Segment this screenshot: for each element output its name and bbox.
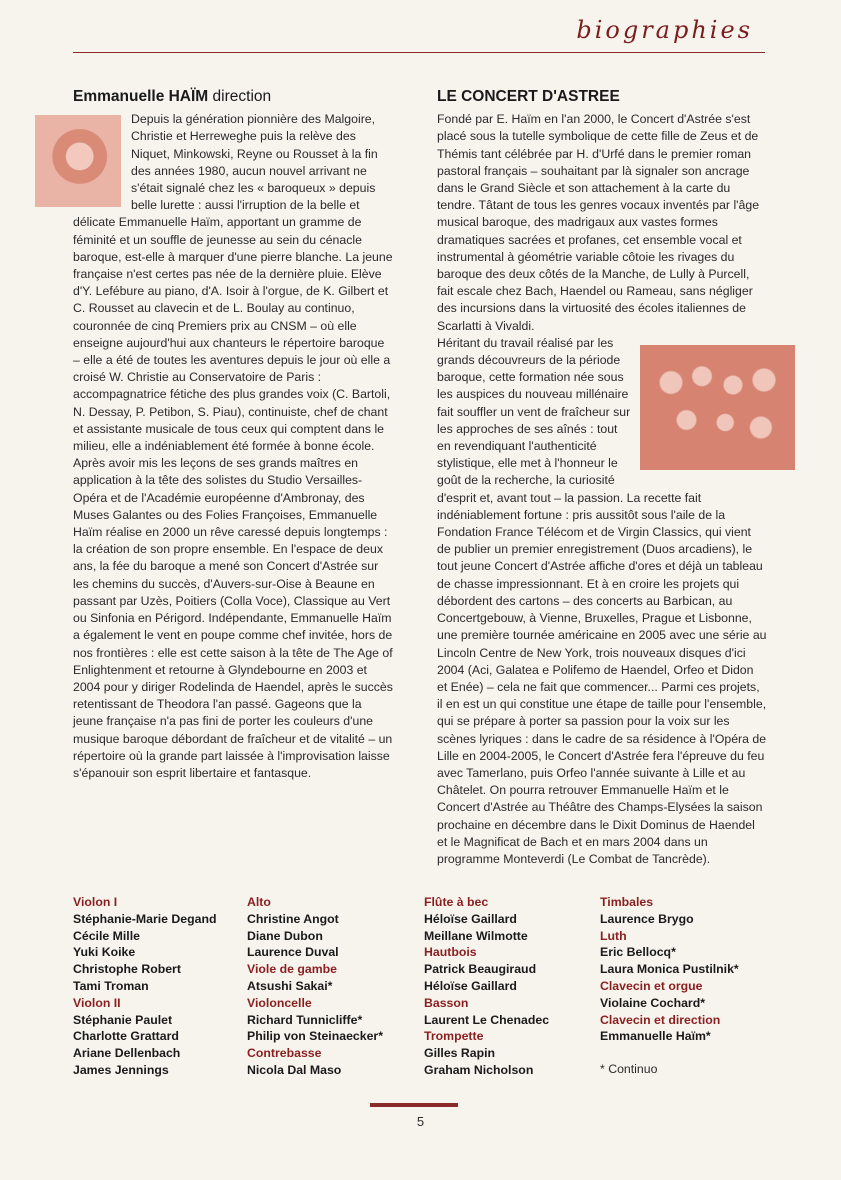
instrument-section-label: Viole de gambe bbox=[247, 962, 337, 977]
musician-name: Diane Dubon bbox=[247, 928, 323, 943]
section-header: biographies bbox=[576, 16, 753, 44]
musician-name: Christophe Robert bbox=[73, 962, 181, 977]
musician-name: Stéphanie Paulet bbox=[73, 1012, 173, 1027]
musician-name: Laura Monica Pustilnik* bbox=[600, 962, 739, 977]
musician-name: Emmanuelle Haïm* bbox=[600, 1029, 711, 1044]
instrument-section-label: Alto bbox=[247, 895, 271, 909]
musician-name: Laurence Duval bbox=[247, 945, 339, 960]
instrument-section-label: Violon II bbox=[73, 995, 121, 1010]
haim-portrait-photo bbox=[35, 115, 121, 207]
haim-bio-column bbox=[73, 88, 393, 782]
header-rule bbox=[73, 52, 765, 53]
roster-column-3 bbox=[424, 894, 594, 1079]
roster-column-1 bbox=[73, 894, 243, 1079]
musician-name: Laurent Le Chenadec bbox=[424, 1012, 550, 1027]
musician-name: Graham Nicholson bbox=[424, 1062, 534, 1077]
musician-name: Héloïse Gaillard bbox=[424, 911, 517, 926]
musician-name: Ariane Dellenbach bbox=[73, 1046, 181, 1061]
instrument-section-label: Basson bbox=[424, 995, 469, 1010]
musician-name: James Jennings bbox=[73, 1062, 169, 1077]
musician-name: Héloïse Gaillard bbox=[424, 978, 517, 993]
musician-name: Laurence Brygo bbox=[600, 911, 694, 926]
continuo-note: * Continuo bbox=[600, 1062, 658, 1077]
musician-name: Violaine Cochard* bbox=[600, 995, 706, 1010]
musician-name: Philip von Steinaecker* bbox=[247, 1029, 383, 1044]
musician-name: Richard Tunnicliffe* bbox=[247, 1012, 363, 1027]
page-number: 5 bbox=[416, 1114, 425, 1129]
concert-bio-column bbox=[437, 88, 767, 868]
instrument-section-label: Luth bbox=[600, 928, 627, 943]
roster-column-4 bbox=[600, 894, 780, 1078]
instrument-section-label: Contrebasse bbox=[247, 1046, 322, 1061]
haim-name: Emmanuelle HAÏM bbox=[73, 88, 209, 105]
haim-heading bbox=[73, 88, 393, 105]
musician-name: Patrick Beaugiraud bbox=[424, 962, 537, 977]
instrument-section-label: Hautbois bbox=[424, 945, 477, 960]
musician-name: Atsushi Sakai* bbox=[247, 978, 333, 993]
haim-role: direction bbox=[212, 88, 272, 105]
musician-name: Charlotte Grattard bbox=[73, 1029, 179, 1044]
instrument-section-label: Trompette bbox=[424, 1029, 484, 1044]
ensemble-group-photo bbox=[640, 345, 795, 470]
musician-name: Gilles Rapin bbox=[424, 1046, 496, 1061]
musician-name: Meillane Wilmotte bbox=[424, 928, 528, 943]
haim-bio-text: Depuis la génération pionnière des Malgoire, Christie et Herreweghe puis la relève des Niquet, Minkowski, Reyne ou Rousset à la fin des années 1980, aucun nouvel arrivant ne s'était signalé chez les « baroqueux » depuis belle lurette : aussi l'irruption de la belle et délicate Emmanuelle Haïm, apportant un gramme de féminité et un souffle de jeunesse au sein du cénacle baroque, est-elle à marquer d'une pierre blanche. La jeune française n'est certes pas née de la dernière pluie. Elève d'Y. Lefébure au piano, d'A. Isoir à l'orgue, de K. Gilbert et C. Rousset au clavecin et de L. Boulay au continuo, couronnée de cinq Premiers prix au CNSM – où elle enseigne aujourd'hui aux chanteurs le répertoire baroque – elle a été de toutes les aventures depuis le jour où elle a croisé W. Christie au Conservatoire de Paris : accompagnatrice fétiche des plus grandes voix (C. Bartoli, N. Dessay, P. Petibon, S. Piau), continuiste, chef de chant et assistante musicale de tous ceux qui comptent dans le milieu, elle a indéniablement été formée à bonne école. Après avoir mis les leçons de ses grands maîtres en application à la tête des solistes du Studio Versailles-Opéra et de l'Académie européenne d'Ambronay, des Muses Galantes ou des Folies Françoises, Emmanuelle Haïm réalise en 2000 un rêve caressé depuis longtemps : la création de son propre ensemble. En l'espace de deux ans, la fée du baroque a mené son Concert d'Astrée sur les chemins du succès, d'Auvers-sur-Oise à Beaune en passant par Uzès, Poitiers (Colla Voce), Classique au Vert ou Sinfonia en Périgord. Indépendante, Emmanuelle Haïm a également le vent en poupe comme chef invitée, hors de nos frontières : elle est cette saison à la tête de The Age of Enlightenment et retourne à Glyndebourne en 2003 et 2004 pour y diriger Rodelinda de Haendel, après le succès retentissant de Theodora l'an passé. Gageons que la jeune française n'a pas fini de porter les couleurs d'une musique baroque débordant de fraîcheur et de vitalité – un répertoire où la grande part laissée à l'improvisation laisse s'épanouir son esprit libertaire et fantasque. bbox=[73, 112, 393, 780]
instrument-section-label: Timbales bbox=[600, 895, 654, 909]
musician-name: Eric Bellocq* bbox=[600, 945, 676, 960]
musician-name: Tami Troman bbox=[73, 978, 149, 993]
concert-bio-text-1: Fondé par E. Haïm en l'an 2000, le Concert d'Astrée s'est placé sous la tutelle symbolique de cette fille de Zeus et de Thémis tant célébrée par H. d'Urfé dans le premier roman pastoral français – souhaitant par là signaler son ancrage dans le Grand Siècle et son attachement à la carte du tendre. Tâtant de tous les genres vocaux inventés par l'âge musical baroque, des madrigaux aux vastes formes dramatiques sacrées et profanes, cet ensemble vocal et instrumental à géométrie variable côtoie les rivages du baroque des deux côtés de la Manche, de Lully à Purcell, fait escale chez Bach, Haendel ou Rameau, sans négliger des incursions dans la virtuosité des écoles italiennes de Scarlatti à Vivaldi. bbox=[437, 112, 760, 333]
instrument-section-label: Clavecin et direction bbox=[600, 1012, 721, 1027]
musician-name: Nicola Dal Maso bbox=[247, 1062, 342, 1077]
concert-bio-text-2: Héritant du travail réalisé par les grands découvreurs de la période baroque, cette formation née sous les auspices du nouveau millénaire fait souffler un vent de fraîcheur sur les approches de ses aînés : tout en revendiquant l'authenticité stylistique, elle met à l'honneur le goût de la recherche, la curiosité d'esprit et, avant tout – la passion. La recette fait indéniablement fortune : pris aussitôt sous l'aile de la Fondation France Télécom et de Virgin Classics, qui vient de publier un premier enregistrement (Duos arcadiens), le tout jeune Concert d'Astrée affiche d'ores et déjà un tableau de chasse impressionnant. Et à en croire les projets qui débordent des cartons – des concerts au Barbican, au Concertgebouw, à Vienne, Bruxelles, Prague et Lisbonne, une première tournée américaine en 2005 avec une série au Lincoln Centre de New York, trois nouveaux disques d'ici 2004 (Aci, Galatea e Polifemo de Haendel, Orfeo et Didon et Enée) – cela ne fait que commencer... Parmi ces projets, il en est un qui constitue une étape de taille pour l'ensemble, qui se prépare à porter sa passion pour la voix sur les scènes lyriques : dans le cadre de sa résidence à l'Opéra de Lille en 2004-2005, le Concert d'Astrée fera l'épreuve du feu avec Tamerlano, puis Orfeo l'année suivante à Lille et au Châtelet. On pourra retrouver Emmanuelle Haïm et le Concert d'Astrée au Théâtre des Champs-Elysées la saison prochaine en décembre dans le Dixit Dominus de Haendel et le Magnificat de Bach et en mars 2004 dans un programme Monteverdi (Le Combat de Tancrède). bbox=[437, 335, 767, 866]
musician-name: Stéphanie-Marie Degand bbox=[73, 911, 217, 926]
instrument-section-label: Flûte à bec bbox=[424, 895, 489, 909]
musician-name: Cécile Mille bbox=[73, 928, 140, 943]
footer-rule bbox=[370, 1103, 458, 1107]
instrument-section-label: Violoncelle bbox=[247, 995, 312, 1010]
musician-name: Christine Angot bbox=[247, 911, 339, 926]
concert-heading: LE CONCERT D'ASTREE bbox=[437, 88, 620, 105]
instrument-section-label: Violon I bbox=[73, 895, 118, 909]
musician-name: Yuki Koike bbox=[73, 945, 136, 960]
instrument-section-label: Clavecin et orgue bbox=[600, 978, 703, 993]
roster-column-2 bbox=[247, 894, 417, 1079]
